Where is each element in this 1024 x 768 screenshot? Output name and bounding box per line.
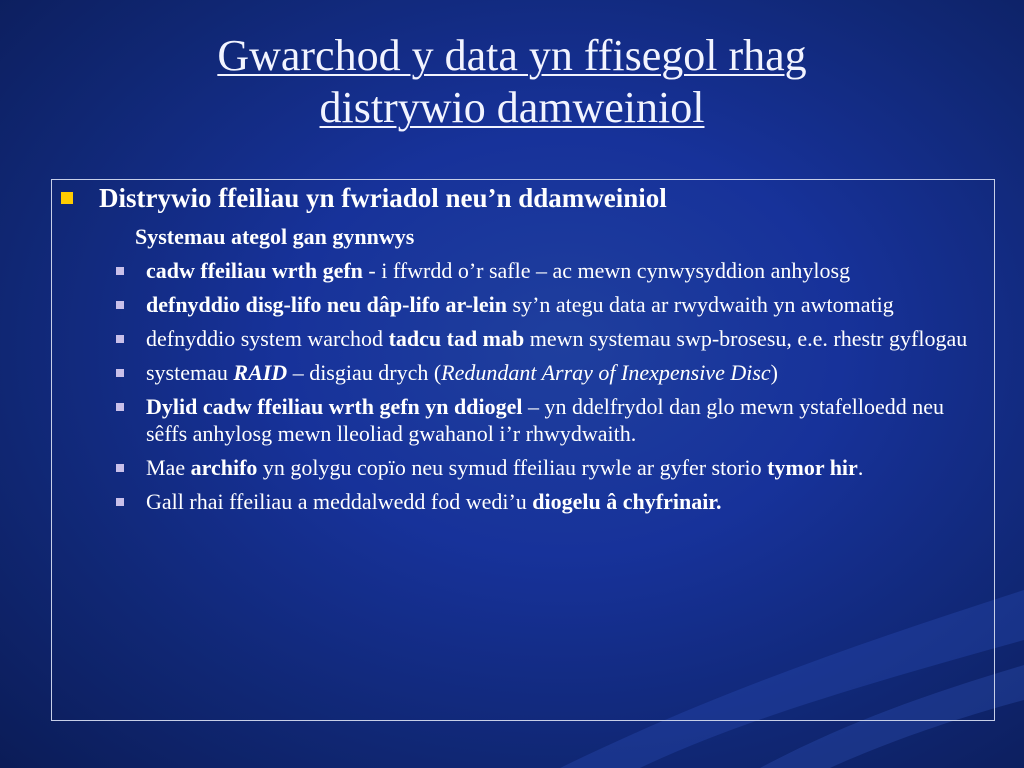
item-bold-text: Dylid cadw ffeiliau wrth gefn yn ddiogel [146,394,523,419]
item-text: sy’n ategu data ar rwydwaith yn awtomatig [507,292,894,317]
item-text: defnyddio system warchod [146,326,389,351]
bullet-list [113,257,989,522]
square-bullet-icon [116,464,124,472]
item-text: Mae [146,455,191,480]
item-text: Gall rhai ffeiliau a meddalwedd fod wedi’u [146,489,533,514]
item-bold-text: defnyddio disg-lifo neu dâp-lifo ar-lein [146,292,508,317]
item-bold-text: archifo [190,455,258,480]
list-item [113,257,989,284]
item-bold-text: cadw ffeiliau wrth gefn [146,258,363,283]
item-text: – yn ddelfrydol dan glo mewn ystafelloedd neu sêffs anhylosg mewn lleoliad gwahanol i’r rhwydwaith. [146,394,945,446]
list-item [113,454,989,481]
square-bullet-icon [116,369,124,377]
slide-title [0,30,1024,134]
list-item [113,291,989,318]
item-text: yn golygu copïo neu symud ffeiliau rywle ar gyfer storio [257,455,768,480]
item-italic-text: Redundant Array of Inexpensive Disc [441,360,771,385]
square-bullet-icon [116,267,124,275]
item-text: ) [770,360,778,385]
item-text: mewn systemau swp-brosesu, e.e. rhestr gyflogau [524,326,968,351]
item-bold-text: tadcu tad mab [388,326,525,351]
list-item [113,488,989,515]
list-item [113,359,989,386]
item-text: - i ffwrdd o’r safle – ac mewn cynwysyddion anhylosg [362,258,851,283]
item-text: – disgiau drych ( [287,360,442,385]
square-bullet-icon [61,192,73,204]
list-item [113,393,989,447]
square-bullet-icon [116,335,124,343]
item-bold-italic-text: RAID [233,360,288,385]
subheading: Systemau ategol gan gynnwys [135,224,415,249]
item-text: systemau [146,360,234,385]
square-bullet-icon [116,498,124,506]
item-text: . [857,455,864,480]
item-bold-text: diogelu â chyfrinair. [532,489,722,514]
item-bold-text: tymor hir [767,455,858,480]
square-bullet-icon [116,301,124,309]
square-bullet-icon [116,403,124,411]
list-item [113,325,989,352]
title-line-2: distrywio damweiniol [319,83,705,132]
title-line-1: Gwarchod y data yn ffisegol rhag [217,31,807,80]
level1-text: Distrywio ffeiliau yn fwriadol neu’n ddamweiniol [99,183,667,213]
